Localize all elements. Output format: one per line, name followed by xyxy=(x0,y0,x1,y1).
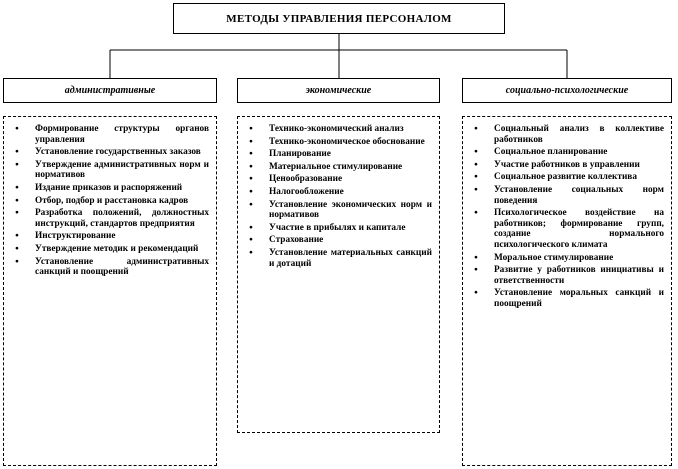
list-item: ● Издание приказов и распоряжений xyxy=(11,183,209,194)
method-list xyxy=(238,117,439,269)
list-item: ● Установление социальных норм поведения xyxy=(470,185,664,206)
list-item: ● Установление материальных санкций и дотаций xyxy=(245,248,432,269)
category-label: административные xyxy=(64,85,156,96)
list-item: ● Планирование xyxy=(245,149,432,160)
list-socio-psychological xyxy=(462,116,672,466)
category-label: социально-психологические xyxy=(505,85,629,96)
category-administrative xyxy=(3,78,217,103)
list-item: ● Моральное стимулирование xyxy=(470,253,664,264)
list-item: ● Технико-экономический анализ xyxy=(245,124,432,135)
list-item: ● Страхование xyxy=(245,235,432,246)
category-socio-psychological xyxy=(462,78,672,103)
list-item: ● Материальное стимулирование xyxy=(245,162,432,173)
list-item: ● Социальное развитие коллектива xyxy=(470,172,664,183)
method-list xyxy=(463,117,671,310)
list-item: ● Формирование структуры органов управления xyxy=(11,124,209,145)
list-item: ● Установление административных санкций и поощрений xyxy=(11,257,209,278)
list-item: ● Отбор, подбор и расстановка кадров xyxy=(11,196,209,207)
method-list xyxy=(4,117,216,278)
list-item: ● Участие работников в управлении xyxy=(470,160,664,171)
list-item: ● Развитие у работников инициативы и ответственности xyxy=(470,265,664,286)
list-administrative xyxy=(3,116,217,466)
list-item: ● Ценообразование xyxy=(245,174,432,185)
list-item: ● Утверждение методик и рекомендаций xyxy=(11,244,209,255)
diagram-title-box xyxy=(173,3,505,34)
diagram-title: МЕТОДЫ УПРАВЛЕНИЯ ПЕРСОНАЛОМ xyxy=(226,12,452,25)
list-item: ● Психологическое воздействие на работников; формирование групп, создание нормального психологического климата xyxy=(470,208,664,250)
list-item: ● Установление государственных заказов xyxy=(11,147,209,158)
list-item: ● Инструктирование xyxy=(11,231,209,242)
list-item: ● Утверждение административных норм и нормативов xyxy=(11,160,209,181)
category-economic xyxy=(237,78,440,103)
category-label: экономические xyxy=(305,85,372,96)
list-item: ● Разработка положений, должностных инструкций, стандартов предприятия xyxy=(11,208,209,229)
list-item: ● Налогообложение xyxy=(245,187,432,198)
list-item: ● Социальный анализ в коллективе работников xyxy=(470,124,664,145)
list-item: ● Установление экономических норм и нормативов xyxy=(245,200,432,221)
list-item: ● Технико-экономическое обоснование xyxy=(245,137,432,148)
list-item: ● Участие в прибылях и капитале xyxy=(245,223,432,234)
list-economic xyxy=(237,116,440,433)
list-item: ● Социальное планирование xyxy=(470,147,664,158)
list-item: ● Установление моральных санкций и поощрений xyxy=(470,288,664,309)
